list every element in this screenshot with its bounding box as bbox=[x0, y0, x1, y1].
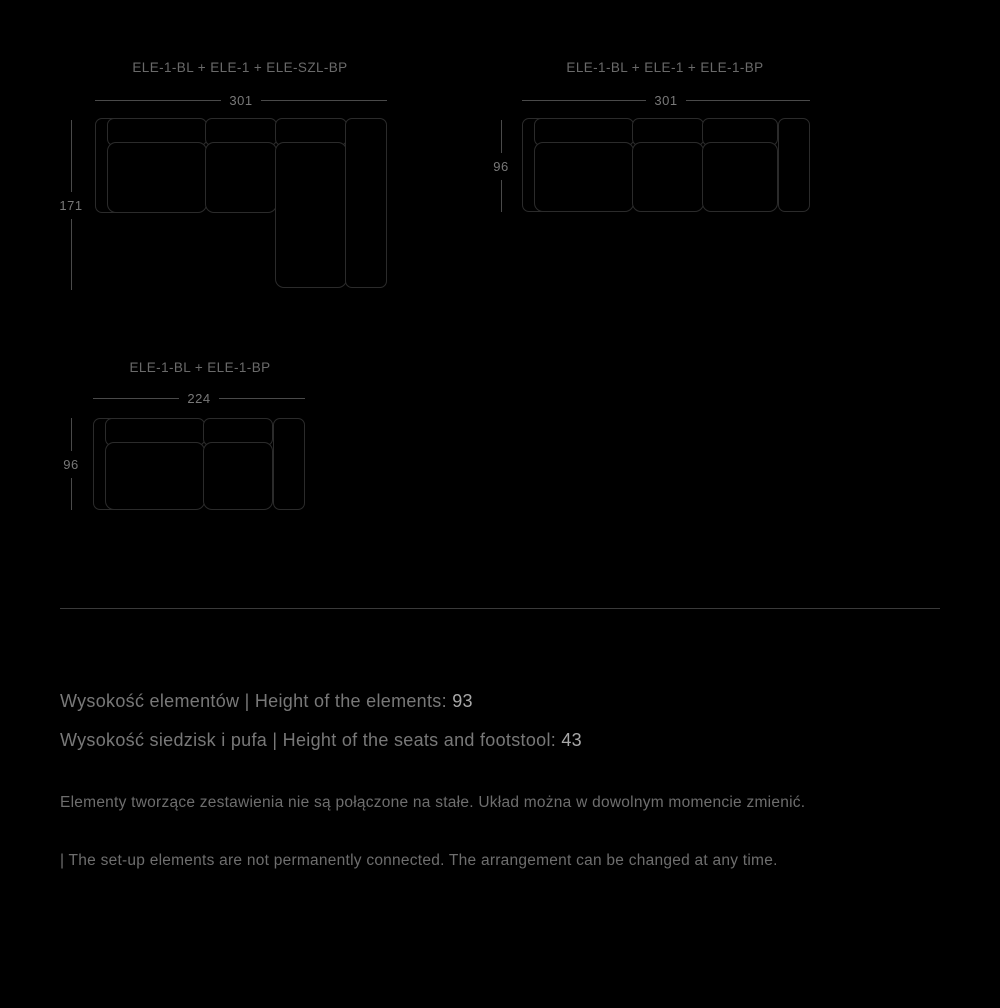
depth-dimension-3 bbox=[62, 418, 80, 510]
module-right-armrest bbox=[778, 118, 810, 212]
dimension-line-right bbox=[219, 398, 305, 399]
module-1-seat bbox=[107, 142, 207, 213]
module-1-seat bbox=[534, 142, 634, 212]
sofa-layout-2 bbox=[522, 118, 810, 212]
notes-block bbox=[60, 789, 960, 875]
module-right-armrest bbox=[273, 418, 305, 510]
module-right-armrest bbox=[345, 118, 387, 288]
section-divider bbox=[60, 608, 940, 609]
note-english: | The set-up elements are not permanently connected. The arrangement can be changed at any time. bbox=[60, 852, 778, 870]
module-2-seat bbox=[205, 142, 277, 213]
sofa-layout-3 bbox=[93, 418, 305, 510]
chaise-longue-seat bbox=[275, 142, 347, 288]
width-dimension-2 bbox=[522, 92, 810, 108]
spec-row-height-seats bbox=[60, 727, 960, 755]
dimension-line-top bbox=[71, 418, 72, 451]
dimension-line-bottom bbox=[501, 180, 502, 213]
dimension-line-bottom bbox=[71, 219, 72, 291]
module-1-seat bbox=[105, 442, 205, 510]
spec-label: Wysokość elementów | Height of the elements: bbox=[60, 691, 447, 711]
dimension-line-left bbox=[95, 100, 221, 101]
width-value: 301 bbox=[654, 92, 678, 108]
dimension-line-left bbox=[522, 100, 646, 101]
dimension-line-bottom bbox=[71, 478, 72, 511]
diagram-title: ELE-1-BL + ELE-1 + ELE-1-BP bbox=[566, 60, 764, 75]
module-2-seat bbox=[203, 442, 273, 510]
width-value: 224 bbox=[187, 390, 211, 406]
dimension-line-top bbox=[71, 120, 72, 192]
depth-dimension-1 bbox=[59, 120, 83, 290]
diagram-title: ELE-1-BL + ELE-1 + ELE-SZL-BP bbox=[132, 60, 348, 75]
diagram-title: ELE-1-BL + ELE-1-BP bbox=[129, 360, 271, 375]
spec-row-height-elements bbox=[60, 688, 960, 716]
note-polish: Elementy tworzące zestawienia nie są połączone na stałe. Układ można w dowolnym momencie zmienić. bbox=[60, 794, 806, 811]
spec-label: Wysokość siedzisk i pufa | Height of the seats and footstool: bbox=[60, 729, 557, 750]
depth-value: 96 bbox=[63, 456, 79, 472]
width-dimension-3 bbox=[93, 390, 305, 406]
depth-dimension-2 bbox=[492, 120, 510, 212]
width-dimension-1 bbox=[95, 92, 387, 108]
dimension-line-top bbox=[501, 120, 502, 153]
dimension-line-left bbox=[93, 398, 179, 399]
depth-value: 96 bbox=[493, 158, 509, 174]
spec-value: 93 bbox=[452, 691, 473, 711]
module-2-seat bbox=[632, 142, 704, 212]
sofa-layout-1 bbox=[95, 118, 387, 288]
spec-value: 43 bbox=[561, 729, 582, 750]
dimension-line-right bbox=[686, 100, 810, 101]
module-3-seat bbox=[702, 142, 778, 212]
depth-value: 171 bbox=[59, 197, 83, 213]
dimension-line-right bbox=[261, 100, 387, 101]
width-value: 301 bbox=[229, 92, 253, 108]
specifications-block bbox=[60, 688, 960, 766]
